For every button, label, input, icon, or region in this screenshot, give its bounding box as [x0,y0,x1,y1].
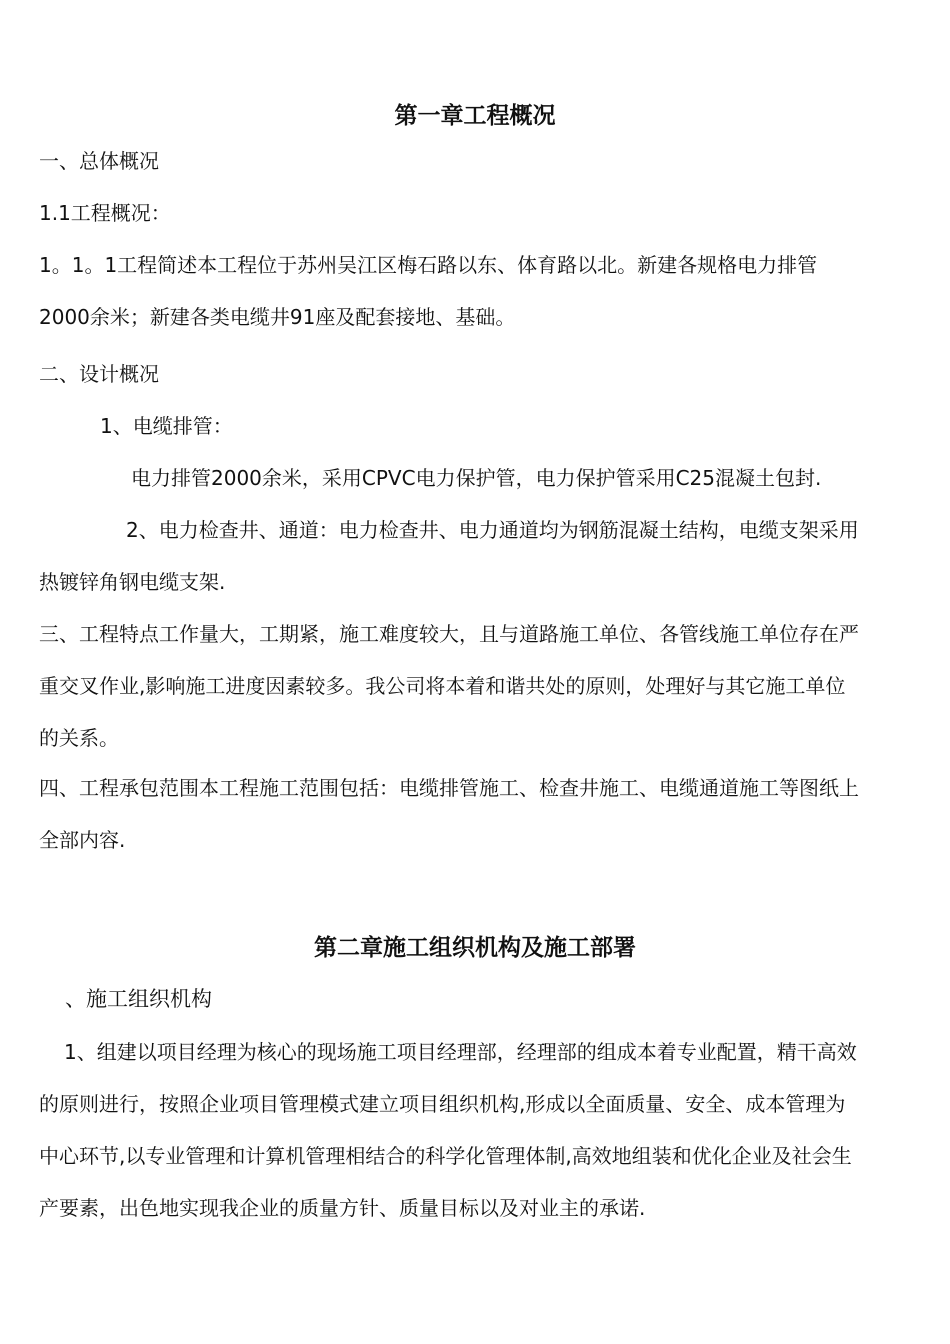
section-heading-organization: 、施工组织机构 [65,987,212,1011]
organization-para-line3: 中心环节,以专业管理和计算机管理相结合的科学化管理体制,高效地组装和优化企业及社会生 [39,1144,852,1168]
design-item2-line2: 热镀锌角钢电缆支架. [39,570,226,594]
design-item1-text: 电力排管2000余米，采用CPVC电力保护管，电力保护管采用C25混凝土包封. [131,466,822,490]
design-item1-heading: 1、电缆排管： [100,414,233,438]
section-heading-overall: 一、总体概况 [39,149,159,173]
scope-line2: 全部内容. [39,828,126,852]
features-line3: 的关系。 [39,726,119,750]
features-line1: 三、工程特点工作量大，工期紧，施工难度较大，且与道路施工单位、各管线施工单位存在严 [39,622,859,646]
chapter2-title: 第二章施工组织机构及施工部署 [314,935,636,961]
chapter1-title: 第一章工程概况 [394,103,556,129]
design-item2-line1: 2、电力检查井、通道：电力检查井、电力通道均为钢筋混凝土结构，电缆支架采用 [126,518,859,542]
organization-para-line2: 的原则进行，按照企业项目管理模式建立项目组织机构,形成以全面质量、安全、成本管理为 [39,1092,846,1116]
features-line2: 重交叉作业,影响施工进度因素较多。我公司将本着和谐共处的原则，处理好与其它施工单位 [39,674,846,698]
section-heading-design: 二、设计概况 [39,362,159,386]
overview-text-line1: 1。1。1工程简述本工程位于苏州吴江区梅石路以东、体育路以北。新建各规格电力排管 [39,253,818,277]
overview-text-line2: 2000余米；新建各类电缆井91座及配套接地、基础。 [39,305,516,329]
organization-para-line4: 产要素，出色地实现我企业的质量方针、质量目标以及对业主的承诺. [39,1196,646,1220]
organization-para-line1: 1、组建以项目经理为核心的现场施工项目经理部，经理部的组成本着专业配置，精干高效 [64,1040,857,1064]
subsection-heading-overview: 1.1工程概况： [39,201,171,225]
scope-line1: 四、工程承包范围本工程施工范围包括：电缆排管施工、检查井施工、电缆通道施工等图纸上 [39,776,859,800]
